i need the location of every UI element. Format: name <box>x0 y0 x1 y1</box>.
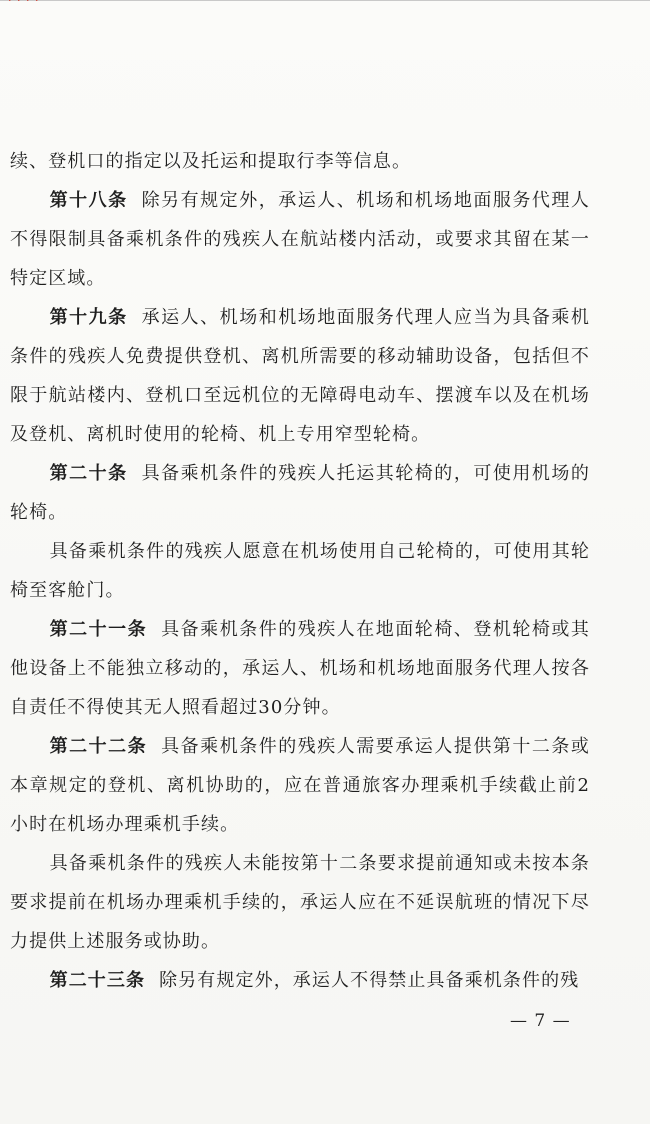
article-heading: 第十九条 <box>49 307 128 328</box>
paragraph-text: 具备乘机条件的残疾人未能按第十二条要求提前通知或未按本条要求提前在机场办理乘机手续的，承运人应在不延误航班的情况下尽力提供上述服务或协助。 <box>10 853 590 952</box>
article-20 <box>10 454 590 532</box>
article-heading: 第二十一条 <box>49 619 148 640</box>
paragraph-text: 续、登机口的指定以及托运和提取行李等信息。 <box>10 151 412 172</box>
page-number: — 7 — <box>510 1011 571 1031</box>
article-22 <box>10 727 590 844</box>
article-20-paragraph-2 <box>10 532 590 610</box>
article-19 <box>10 298 590 454</box>
paragraph-text: 除另有规定外，承运人不得禁止具备乘机条件的残 <box>159 970 580 991</box>
article-21 <box>10 610 590 727</box>
document-body <box>10 142 590 1000</box>
paragraph-text: 具备乘机条件的残疾人需要承运人提供第十二条或本章规定的登机、离机协助的，应在普通旅客办理乘机手续截止前2小时在机场办理乘机手续。 <box>10 736 590 835</box>
article-23 <box>10 961 590 1000</box>
paragraph-text: 具备乘机条件的残疾人在地面轮椅、登机轮椅或其他设备上不能独立移动的，承运人、机场和机场地面服务代理人按各自责任不得使其无人照看超过30分钟。 <box>10 619 590 718</box>
article-heading: 第二十条 <box>49 463 128 484</box>
article-18 <box>10 181 590 298</box>
article-22-paragraph-2 <box>10 844 590 961</box>
article-heading: 第二十二条 <box>49 736 148 757</box>
article-heading: 第十八条 <box>49 190 128 211</box>
paragraph-continuation <box>10 142 590 181</box>
paragraph-text: 具备乘机条件的残疾人托运其轮椅的，可使用机场的轮椅。 <box>10 463 590 523</box>
top-edge-rule <box>0 0 650 1</box>
article-heading: 第二十三条 <box>49 970 146 991</box>
paragraph-text: 承运人、机场和机场地面服务代理人应当为具备乘机条件的残疾人免费提供登机、离机所需要的移动辅助设备，包括但不限于航站楼内、登机口至远机位的无障碍电动车、摆渡车以及在机场及登机、离机时使用的轮椅、机上专用窄型轮椅。 <box>10 307 590 445</box>
paragraph-text: 除另有规定外，承运人、机场和机场地面服务代理人不得限制具备乘机条件的残疾人在航站楼内活动，或要求其留在某一特定区域。 <box>10 190 590 289</box>
paragraph-text: 具备乘机条件的残疾人愿意在机场使用自己轮椅的，可使用其轮椅至客舱门。 <box>10 541 590 601</box>
top-margin-mark: · · · · <box>8 0 40 7</box>
